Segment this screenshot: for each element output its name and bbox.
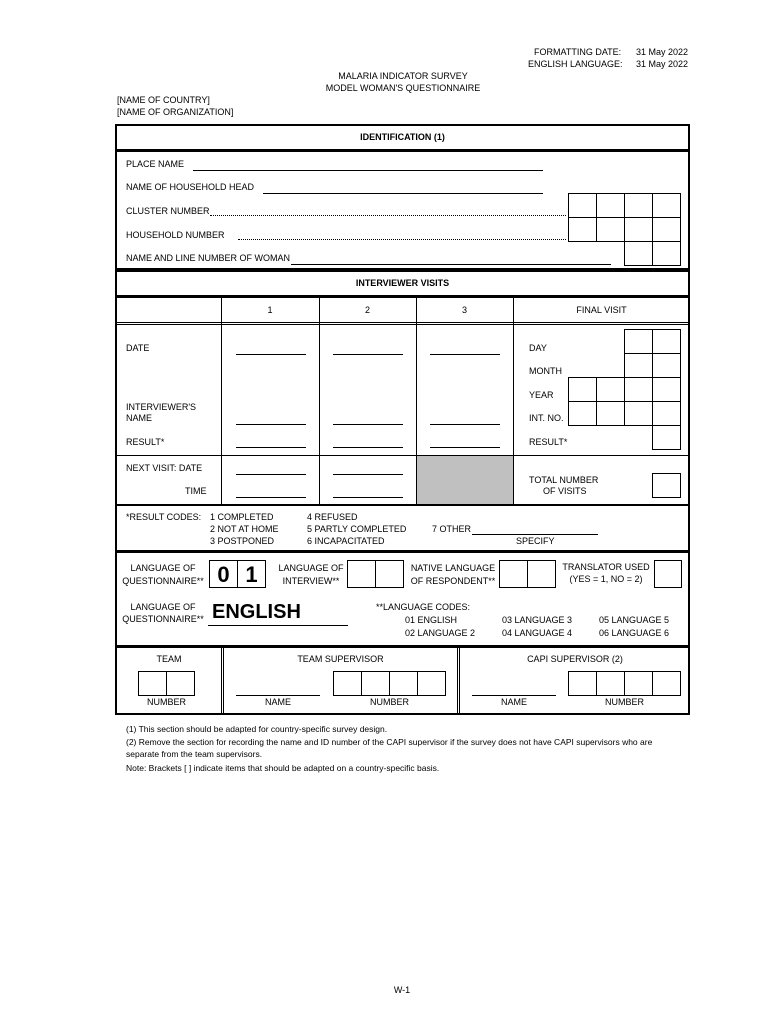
team-number-boxes[interactable]	[138, 671, 195, 696]
year-boxes[interactable]	[568, 377, 681, 402]
visit-col-2: 2	[364, 305, 370, 315]
language-codes-label: **LANGUAGE CODES:	[376, 602, 471, 612]
date-line-2[interactable]	[333, 354, 403, 355]
cluster-number-boxes[interactable]	[568, 193, 681, 218]
final-visit-header: FINAL VISIT	[576, 305, 627, 315]
supervisor-name-label: NAME	[264, 697, 291, 707]
team-label: TEAM	[156, 654, 182, 664]
next-date-line-2[interactable]	[333, 474, 403, 475]
col-divider-1	[221, 298, 222, 504]
code-not-at-home: 2 NOT AT HOME	[210, 524, 279, 534]
result-line-1[interactable]	[236, 447, 306, 448]
household-head-line[interactable]	[263, 193, 543, 194]
supervisor-number-label: NUMBER	[369, 697, 409, 707]
lang-code-06: 06 LANGUAGE 6	[599, 628, 670, 638]
team-number-label: NUMBER	[146, 697, 186, 707]
code-partly-completed: 5 PARTLY COMPLETED	[307, 524, 407, 534]
next-date-line-1[interactable]	[236, 474, 306, 475]
lang-questionnaire-boxes	[209, 560, 266, 588]
result-line-2[interactable]	[333, 447, 403, 448]
household-number-label: HOUSEHOLD NUMBER	[126, 230, 225, 240]
col-divider-4	[513, 298, 514, 504]
final-result-label: RESULT*	[529, 437, 568, 447]
translator-box[interactable]	[654, 560, 682, 588]
other-specify-line[interactable]	[472, 534, 598, 535]
identification-title: IDENTIFICATION (1)	[360, 132, 445, 142]
woman-name-label: NAME AND LINE NUMBER OF WOMAN	[126, 253, 291, 263]
native-lang-label-2: OF RESPONDENT**	[410, 576, 496, 586]
supervisor-name-line[interactable]	[236, 695, 320, 696]
lang-code-01: 01 ENGLISH	[405, 615, 458, 625]
english-big-label: ENGLISH	[212, 601, 301, 623]
woman-name-line[interactable]	[291, 264, 611, 265]
interviewer-line-3[interactable]	[430, 424, 500, 425]
visits-header-divider	[117, 322, 688, 323]
note-2-line-2: separate from the team supervisors.	[126, 749, 263, 759]
date-line-1[interactable]	[236, 354, 306, 355]
year-label: YEAR	[529, 390, 554, 400]
lang-code-04: 04 LANGUAGE 4	[502, 628, 573, 638]
visit-col-1: 1	[267, 305, 273, 315]
woman-line-number-boxes[interactable]	[624, 241, 681, 266]
interviewer-name-label-2: NAME	[126, 413, 153, 423]
code-postponed: 3 POSTPONED	[210, 536, 275, 546]
english-underline	[208, 625, 348, 626]
final-result-box[interactable]	[652, 425, 681, 450]
household-head-label: NAME OF HOUSEHOLD HEAD	[126, 182, 255, 192]
month-boxes[interactable]	[624, 353, 681, 378]
capi-number-boxes[interactable]	[568, 671, 681, 696]
specify-label: SPECIFY	[516, 536, 555, 546]
shaded-cell	[417, 456, 513, 504]
team-divider-1	[221, 648, 222, 713]
lang-digit-2: 1	[237, 560, 266, 588]
int-no-label: INT. NO.	[529, 413, 564, 423]
note-1: (1) This section should be adapted for country-specific survey design.	[126, 724, 388, 734]
next-time-line-1[interactable]	[236, 497, 306, 498]
total-visits-label-2: OF VISITS	[543, 486, 587, 496]
capi-name-label: NAME	[500, 697, 527, 707]
lang-digit-1: 0	[209, 560, 238, 588]
code-incapacitated: 6 INCAPACITATED	[307, 536, 385, 546]
lang-questionnaire2-label-2: QUESTIONNAIRE**	[122, 614, 204, 624]
code-refused: 4 REFUSED	[307, 512, 358, 522]
organization-name: [NAME OF ORGANIZATION]	[117, 107, 234, 117]
lang-interview-label-1: LANGUAGE OF	[278, 563, 344, 573]
english-language-value: 31 May 2022	[636, 59, 689, 69]
lang-questionnaire-label-2: QUESTIONNAIRE**	[122, 576, 204, 586]
note-brackets: Note: Brackets [ ] indicate items that should be adapted on a country-specific basis.	[126, 763, 440, 773]
capi-supervisor-label: CAPI SUPERVISOR (2)	[527, 654, 623, 664]
translator-label-1: TRANSLATOR USED	[562, 562, 650, 572]
translator-label-2: (YES = 1, NO = 2)	[569, 574, 643, 584]
day-boxes[interactable]	[624, 329, 681, 354]
interviewer-line-2[interactable]	[333, 424, 403, 425]
lang-questionnaire2-label-1: LANGUAGE OF	[130, 602, 196, 612]
result-codes-label: *RESULT CODES:	[126, 512, 202, 522]
note-2-line-1: (2) Remove the section for recording the name and ID number of the CAPI supervisor if the survey does not have CAPI supervisors who are	[126, 737, 653, 747]
questionnaire-title: MODEL WOMAN'S QUESTIONNAIRE	[325, 83, 481, 93]
team-divider-2	[457, 648, 458, 713]
time-label: TIME	[185, 486, 207, 496]
date-label: DATE	[126, 343, 150, 353]
next-visit-date-label: NEXT VISIT: DATE	[126, 463, 203, 473]
lang-code-02: 02 LANGUAGE 2	[405, 628, 476, 638]
next-visit-divider	[117, 455, 688, 456]
page-number: W-1	[393, 985, 411, 995]
capi-name-line[interactable]	[472, 695, 556, 696]
col-divider-2	[319, 298, 320, 504]
team-supervisor-label: TEAM SUPERVISOR	[297, 654, 384, 664]
english-language-label: ENGLISH LANGUAGE:	[528, 59, 623, 69]
lang-interview-label-2: INTERVIEW**	[282, 576, 340, 586]
interviewer-line-1[interactable]	[236, 424, 306, 425]
next-time-line-2[interactable]	[333, 497, 403, 498]
household-number-boxes[interactable]	[568, 217, 681, 242]
capi-number-label: NUMBER	[604, 697, 644, 707]
total-visits-label-1: TOTAL NUMBER	[529, 475, 599, 485]
visits-title: INTERVIEWER VISITS	[355, 278, 450, 288]
month-label: MONTH	[529, 366, 562, 376]
country-name: [NAME OF COUNTRY]	[117, 95, 210, 105]
code-other: 7 OTHER	[432, 524, 472, 534]
result-label: RESULT*	[126, 437, 165, 447]
survey-title: MALARIA INDICATOR SURVEY	[338, 71, 468, 81]
int-no-boxes[interactable]	[568, 401, 681, 426]
place-name-label: PLACE NAME	[126, 159, 185, 169]
visit-col-3: 3	[461, 305, 467, 315]
cluster-number-label: CLUSTER NUMBER	[126, 206, 210, 216]
day-label: DAY	[529, 343, 547, 353]
lang-interview-boxes[interactable]	[347, 560, 404, 588]
lang-questionnaire-label-1: LANGUAGE OF	[130, 563, 196, 573]
lang-code-05: 05 LANGUAGE 5	[599, 615, 670, 625]
result-line-3[interactable]	[430, 447, 500, 448]
supervisor-number-boxes[interactable]	[333, 671, 446, 696]
interviewer-name-label-1: INTERVIEWER'S	[126, 402, 197, 412]
native-lang-label-1: NATIVE LANGUAGE	[410, 563, 496, 573]
visits-header-divider-2	[117, 324, 688, 325]
formatting-date-value: 31 May 2022	[636, 47, 689, 57]
date-line-3[interactable]	[430, 354, 500, 355]
place-name-line[interactable]	[193, 170, 543, 171]
formatting-date-label: FORMATTING DATE:	[534, 47, 622, 57]
household-dots	[238, 239, 566, 240]
total-visits-box[interactable]	[652, 473, 681, 498]
code-completed: 1 COMPLETED	[210, 512, 274, 522]
native-lang-boxes[interactable]	[499, 560, 556, 588]
cluster-dots	[210, 215, 566, 216]
lang-code-03: 03 LANGUAGE 3	[502, 615, 573, 625]
